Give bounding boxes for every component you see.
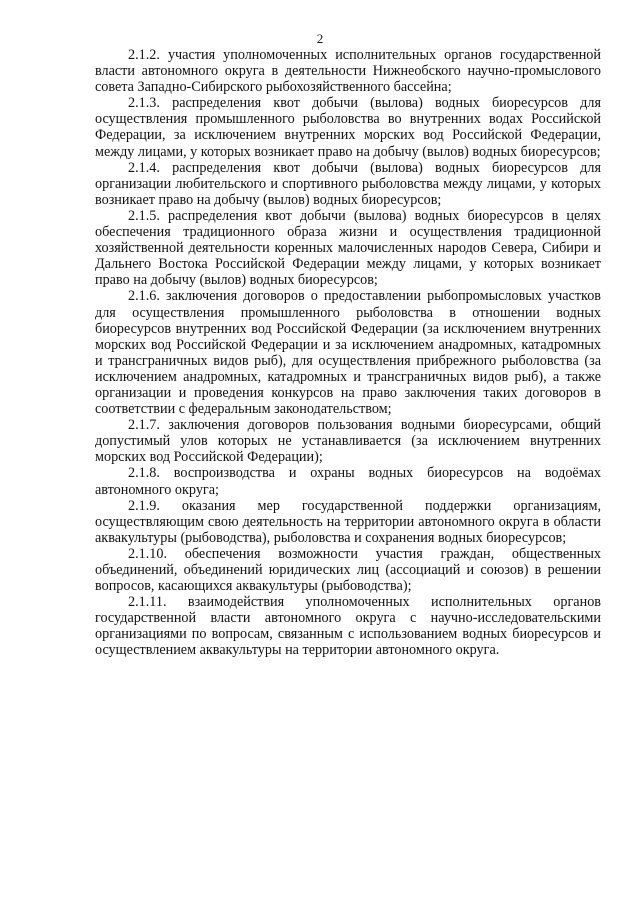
document-body xyxy=(95,47,601,659)
paragraph-2-1-5: 2.1.5. распределения квот добычи (вылова) водных биоресурсов в целях обеспечения традиционного образа жизни и осуществления традиционной хозяйственной деятельности коренных малочисленных народов Севера, Сибири и Дальнего Востока Российской Федерации между лицами, у которых возникает право на добычу (вылов) водных биоресурсов; xyxy=(95,207,601,289)
paragraph-2-1-7: 2.1.7. заключения договоров пользования водными биоресурсами, общий допустимый улов которых не устанавливается (за исключением внутренних морских вод Российской Федерации); xyxy=(95,417,601,466)
paragraph-2-1-10: 2.1.10. обеспечения возможности участия граждан, общественных объединений, объединений юридических лиц (ассоциаций и союзов) в решении вопросов, касающихся аквакультуры (рыбоводства); xyxy=(95,545,601,595)
page-number: 2 xyxy=(316,31,324,46)
paragraph-2-1-3: 2.1.3. распределения квот добычи (вылова) водных биоресурсов для осуществления промышленного рыболовства во внутренних водах Российской Федерации, за исключением внутренних морских вод Российской Федерации, между лицами, у которых возникает право на добычу (вылов) водных биоресурсов; xyxy=(95,95,601,160)
paragraph-2-1-6: 2.1.6. заключения договоров о предоставлении рыбопромысловых участков для осуществления промышленного рыболовства в отношении водных биоресурсов внутренних вод Российской Федерации (за исключением внутренних морских вод Российской Федерации и за исключением анадромных, катадромных и трансграничных видов рыб), для осуществления прибрежного рыболовства (за исключением анадромных, катадромных и трансграничных видов рыб), а также организации и проведения конкурсов на право заключения таких договоров в соответствии с федеральным законодательством; xyxy=(95,288,601,418)
paragraph-2-1-8: 2.1.8. воспроизводства и охраны водных биоресурсов на водоёмах автономного округа; xyxy=(95,465,601,498)
paragraph-2-1-9: 2.1.9. оказания мер государственной поддержки организациям, осуществляющим свою деятельность на территории автономного округа в области аквакультуры (рыбоводства), рыболовства и сохранения водных биоресурсов; xyxy=(95,497,601,546)
paragraph-2-1-2: 2.1.2. участия уполномоченных исполнительных органов государственной власти автономного округа в деятельности Нижнеобского научно-промыслового совета Западно-Сибирского рыбохозяйственного бассейна; xyxy=(95,47,601,96)
paragraph-2-1-4: 2.1.4. распределения квот добычи (вылова) водных биоресурсов для организации любительского и спортивного рыболовства между лицами, у которых возникает право на добычу (вылов) водных биоресурсов; xyxy=(95,159,601,208)
paragraph-2-1-11: 2.1.11. взаимодействия уполномоченных исполнительных органов государственной власти автономного округа с научно-исследовательскими организациями по вопросам, связанным с использованием водных биоресурсов и осуществлением аквакультуры на территории автономного округа. xyxy=(95,594,601,659)
